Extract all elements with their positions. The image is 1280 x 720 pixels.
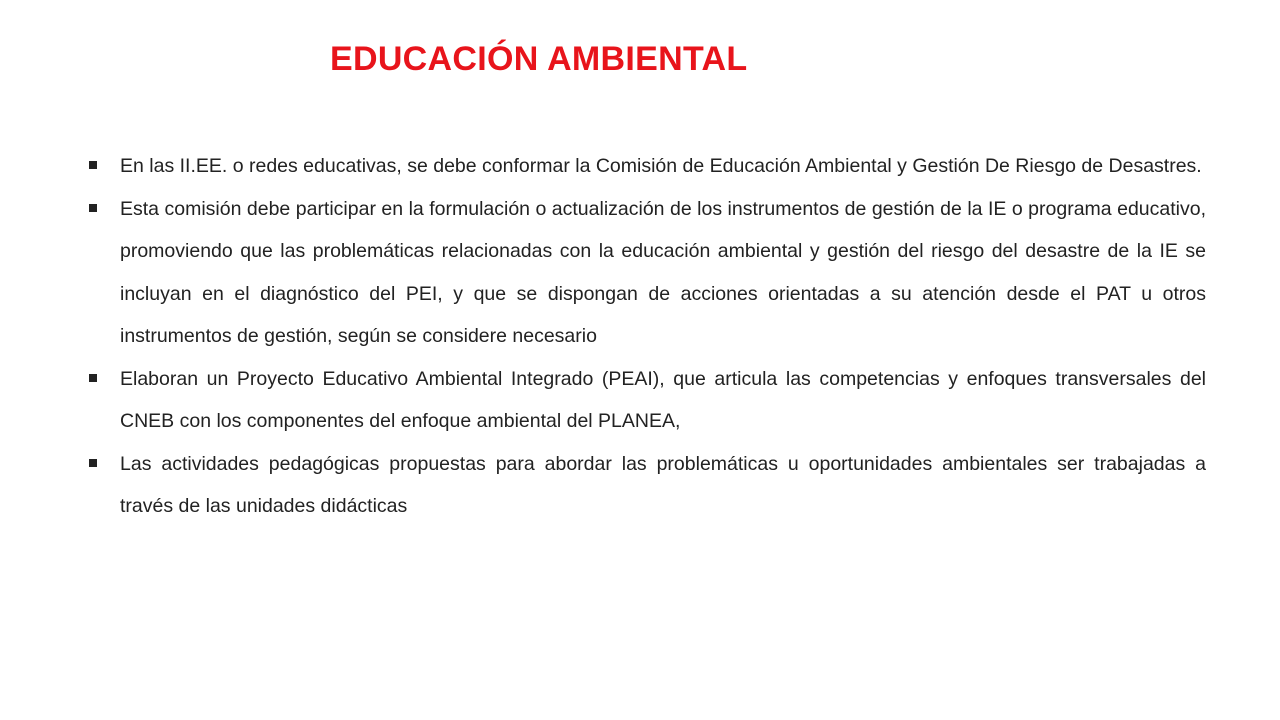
bullet-text: Esta comisión debe participar en la formulación o actualización de los instrumentos de gestión de la IE o programa educativo, promoviendo que las problemáticas relacionadas con la educación ambiental y gestión del riesgo del desastre de la IE se incluyan en el diagnóstico del PEI, y que se dispongan de acciones orientadas a su atención desde el PAT u otros instrumentos de gestión, según se considere necesario (120, 197, 1206, 347)
square-bullet-icon (89, 374, 97, 382)
bullet-text: Las actividades pedagógicas propuestas para abordar las problemáticas u oportunidades ambientales ser trabajadas a través de las unidades didácticas (120, 452, 1206, 517)
square-bullet-icon (89, 204, 97, 212)
square-bullet-icon (89, 161, 97, 169)
square-bullet-icon (89, 459, 97, 467)
bullet-item-actividades (88, 443, 1206, 528)
slide-title: EDUCACIÓN AMBIENTAL (330, 40, 748, 78)
bullet-list (88, 145, 1206, 528)
bullet-text: Elaboran un Proyecto Educativo Ambiental Integrado (PEAI), que articula las competencias y enfoques transversales del CNEB con los componentes del enfoque ambiental del PLANEA, (120, 367, 1206, 432)
bullet-item-peai (88, 358, 1206, 443)
bullet-item-participacion (88, 188, 1206, 358)
bullet-item-comision (88, 145, 1206, 188)
bullet-text: En las II.EE. o redes educativas, se debe conformar la Comisión de Educación Ambiental y Gestión De Riesgo de Desastres. (120, 155, 1202, 177)
